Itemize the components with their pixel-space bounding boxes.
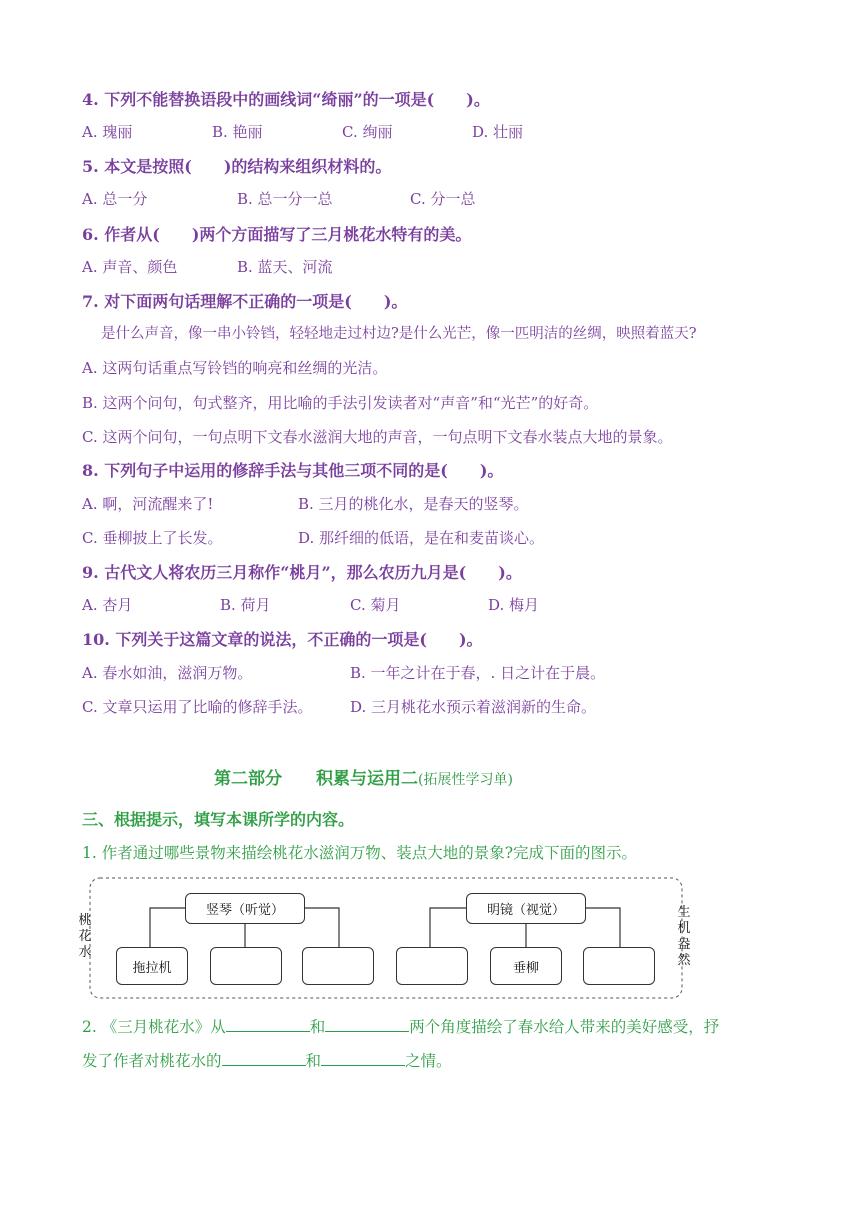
option-b: B. 艳丽 [212,123,263,141]
option-c: C. 文章只运用了比喻的修辞手法。 [82,698,313,716]
q2-blank-4[interactable] [321,1051,405,1066]
question-10-stem: 10. 下列关于这篇文章的说法，不正确的一项是( )。 [82,630,483,649]
part2-title: 第二部分 积累与运用二 [214,769,418,789]
question-5-stem: 5. 本文是按照( )的结构来组织材料的。 [82,157,392,176]
option-c: C. 菊月 [350,596,401,614]
option-d: D. 三月桃花水预示着滋润新的生命。 [350,698,597,716]
connector-g1-right [305,908,339,947]
option-a: A. 总一分 [82,190,148,208]
part2-question-1: 1. 作者通过哪些景物来描绘桃花水滋润万物、装点大地的景象?完成下面的图示。 [82,844,638,862]
option-d: D. 那纤细的低语，是在和麦苗谈心。 [298,529,545,547]
question-10-options-row2 [82,700,782,718]
connector-g1-left [150,908,185,947]
connector-g2-left [430,908,466,947]
diagram-left-label: 桃花水 [78,913,92,960]
option-c: C. 分一总 [410,190,476,208]
option-a: A. 瑰丽 [82,123,133,141]
option-b: B. 三月的桃化水，是春天的竖琴。 [298,495,529,513]
question-9-options [82,598,782,616]
q2-text-b: 和 [309,1018,326,1036]
scene-diagram [78,875,691,1001]
option-b: B. 蓝天、河流 [237,258,333,276]
question-7-option-b: B. 这两个问句，句式整齐，用比喻的手法引发读者对“声音”和“光芒”的好奇。 [82,394,599,412]
q2-blank-3[interactable] [222,1051,306,1066]
part2-heading [214,771,513,788]
q2-text-f: 之情。 [405,1052,452,1070]
group1-child-1: 拖拉机 [116,947,188,985]
question-4-stem: 4. 下列不能替换语段中的画线词“绮丽”的一项是( )。 [82,90,490,109]
part2-question-2-line1 [82,1017,719,1036]
diagram-right-label: 生机盎然 [677,905,691,968]
group1-child-2-blank[interactable] [210,947,282,985]
group1-child-3-blank[interactable] [302,947,374,985]
option-b: B. 荷月 [220,596,271,614]
question-7-quote: 是什么声音，像一串小铃铛，轻轻地走过村边?是什么光芒，像一匹明洁的丝绸，映照着蓝天? [101,326,697,342]
question-8-options-row1 [82,497,782,515]
section-three-heading: 三、根据提示，填写本课所学的内容。 [82,810,355,829]
question-7-option-c: C. 这两个问句，一句点明下文春水滋润大地的声音，一句点明下文春水装点大地的景象。 [82,428,673,446]
connector-g2-right [586,908,620,947]
q2-blank-1[interactable] [226,1017,310,1032]
question-7-option-a: A. 这两句话重点写铃铛的响亮和丝绸的光洁。 [82,359,388,377]
group1-head-box: 竖琴（听觉） [185,893,305,924]
group2-head-box: 明镜（视觉） [466,893,586,924]
question-6-stem: 6. 作者从( )两个方面描写了三月桃花水特有的美。 [82,225,472,244]
q2-blank-2[interactable] [325,1017,409,1032]
question-7-stem: 7. 对下面两句话理解不正确的一项是( )。 [82,292,408,311]
option-c: C. 绚丽 [342,123,393,141]
option-a: A. 杏月 [82,596,133,614]
question-8-stem: 8. 下列句子中运用的修辞手法与其他三项不同的是( )。 [82,461,504,480]
question-5-options [82,192,782,210]
option-a: A. 啊，河流醒来了! [82,495,214,513]
group2-child-1-blank[interactable] [396,947,468,985]
option-b: B. 一年之计在于春，. 日之计在于晨。 [350,664,606,682]
option-c: C. 垂柳披上了长发。 [82,529,223,547]
question-6-options [82,260,782,278]
part2-subtitle: (拓展性学习单) [418,772,513,788]
option-a: A. 声音、颜色 [82,258,178,276]
q2-text-a: 2. 《三月桃花水》从 [82,1018,226,1036]
q2-text-d: 发了作者对桃花水的 [82,1052,222,1070]
option-b: B. 总一分一总 [237,190,333,208]
question-10-options-row1 [82,666,782,684]
option-a: A. 春水如油，滋润万物。 [82,664,253,682]
q2-text-c: 两个角度描绘了春水给人带来的美好感受，抒 [409,1018,720,1036]
group2-child-3-blank[interactable] [583,947,655,985]
question-8-options-row2 [82,531,782,549]
question-9-stem: 9. 古代文人将农历三月称作“桃月”，那么农历九月是( )。 [82,563,522,582]
question-4-options [82,125,782,143]
option-d: D. 梅月 [488,596,540,614]
group2-child-2: 垂柳 [490,947,562,985]
part2-question-2-line2 [82,1051,452,1070]
q2-text-e: 和 [305,1052,322,1070]
option-d: D. 壮丽 [472,123,524,141]
